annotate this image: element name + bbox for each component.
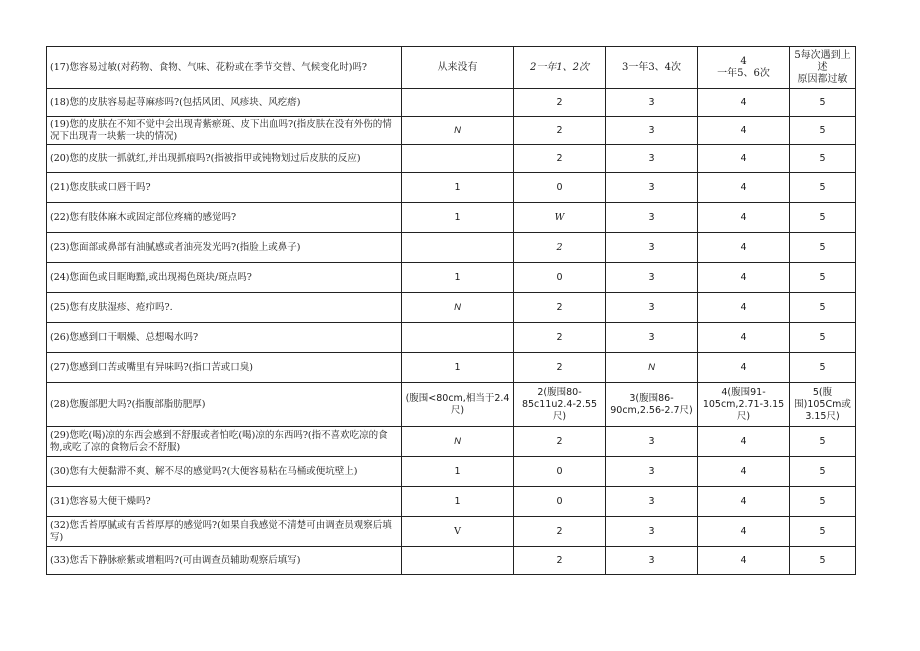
answer-cell: 4 bbox=[698, 323, 790, 353]
question-text: (24)您面色或目眶晦黯,或出现褐色斑块/斑点吗? bbox=[47, 263, 402, 293]
table-row bbox=[47, 487, 856, 517]
answer-cell: 5 bbox=[790, 353, 856, 383]
answer-cell: 2 bbox=[514, 517, 606, 547]
answer-cell: W bbox=[514, 203, 606, 233]
answer-cell: 3 bbox=[606, 263, 698, 293]
answer-cell bbox=[402, 323, 514, 353]
table-row bbox=[47, 517, 856, 547]
header-col-5-6-label: 一年5、6次 bbox=[717, 67, 770, 79]
answer-cell: 4 bbox=[698, 117, 790, 145]
header-col-5-6-times bbox=[698, 47, 790, 89]
table-row bbox=[47, 457, 856, 487]
answer-cell: 3 bbox=[606, 487, 698, 517]
question-text: (22)您有肢体麻木或固定部位疼痛的感觉吗? bbox=[47, 203, 402, 233]
answer-cell: 4 bbox=[698, 203, 790, 233]
answer-cell: 3 bbox=[606, 233, 698, 263]
answer-cell: 2 bbox=[514, 427, 606, 457]
header-col-5-6-number: 4 bbox=[740, 55, 747, 67]
answer-cell: 5 bbox=[790, 173, 856, 203]
question-text: (25)您有皮肤湿疹、疮疖吗?. bbox=[47, 293, 402, 323]
answer-cell: 0 bbox=[514, 457, 606, 487]
answer-cell: 5 bbox=[790, 263, 856, 293]
answer-cell: 2 bbox=[514, 353, 606, 383]
answer-cell: 5(腹围)105Cm或3.15尺) bbox=[790, 383, 856, 427]
question-text: (27)您感到口苦或嘴里有异味吗?(指口苦或口臭) bbox=[47, 353, 402, 383]
questionnaire-table bbox=[46, 46, 856, 575]
table-row bbox=[47, 89, 856, 117]
answer-cell: 4 bbox=[698, 353, 790, 383]
question-text: (32)您舌苔厚腻或有舌苔厚厚的感觉吗?(如果自我感觉不清楚可由调查员观察后填写) bbox=[47, 517, 402, 547]
header-col-never: 从来没有 bbox=[402, 47, 514, 89]
answer-cell: 5 bbox=[790, 233, 856, 263]
header-col-always-line1: 5每次遇到上述 bbox=[794, 49, 851, 73]
table-row bbox=[47, 117, 856, 145]
question-text: (26)您感到口干咽燥、总想喝水吗? bbox=[47, 323, 402, 353]
answer-cell: 1 bbox=[402, 203, 514, 233]
header-col-1-2-times: 2一年1、2次 bbox=[514, 47, 606, 89]
table-row bbox=[47, 263, 856, 293]
answer-cell: 1 bbox=[402, 353, 514, 383]
answer-cell: 2 bbox=[514, 293, 606, 323]
answer-cell: 5 bbox=[790, 293, 856, 323]
question-text: (21)您皮肤或口唇干吗? bbox=[47, 173, 402, 203]
answer-cell: 4 bbox=[698, 173, 790, 203]
table-row bbox=[47, 233, 856, 263]
table-row bbox=[47, 145, 856, 173]
answer-cell: 3 bbox=[606, 427, 698, 457]
header-col-always bbox=[790, 47, 856, 89]
answer-cell: 5 bbox=[790, 547, 856, 575]
answer-cell: 4 bbox=[698, 145, 790, 173]
answer-cell: 3 bbox=[606, 145, 698, 173]
answer-cell: 3 bbox=[606, 293, 698, 323]
answer-cell: 2 bbox=[514, 323, 606, 353]
answer-cell: N bbox=[402, 117, 514, 145]
answer-cell: 4(腹围91-105cm,2.71-3.15尺) bbox=[698, 383, 790, 427]
answer-cell: 3 bbox=[606, 517, 698, 547]
answer-cell: 4 bbox=[698, 427, 790, 457]
header-row bbox=[47, 47, 856, 89]
answer-cell: 4 bbox=[698, 457, 790, 487]
answer-cell: 5 bbox=[790, 145, 856, 173]
answer-cell: 1 bbox=[402, 487, 514, 517]
table-row bbox=[47, 353, 856, 383]
answer-cell: 5 bbox=[790, 487, 856, 517]
answer-cell: 1 bbox=[402, 263, 514, 293]
answer-cell: 5 bbox=[790, 89, 856, 117]
table-row bbox=[47, 323, 856, 353]
answer-cell bbox=[402, 89, 514, 117]
answer-cell: 3(腹围86-90cm,2.56-2.7尺) bbox=[606, 383, 698, 427]
question-text: (20)您的皮肤一抓就红,并出现抓痕吗?(指被指甲或钝物划过后皮肤的反应) bbox=[47, 145, 402, 173]
answer-cell: 3 bbox=[606, 173, 698, 203]
answer-cell: 1 bbox=[402, 173, 514, 203]
answer-cell: 2 bbox=[514, 547, 606, 575]
question-text: (29)您吃(喝)凉的东西会感到不舒服或者怕吃(喝)凉的东西吗?(指不喜欢吃凉的食物,或吃了凉的食物后会不舒服) bbox=[47, 427, 402, 457]
table-row bbox=[47, 203, 856, 233]
answer-cell: 3 bbox=[606, 203, 698, 233]
answer-cell: 5 bbox=[790, 457, 856, 487]
header-col-3-4-times: 3一年3、4次 bbox=[606, 47, 698, 89]
answer-cell: 3 bbox=[606, 117, 698, 145]
answer-cell: 4 bbox=[698, 89, 790, 117]
answer-cell: 4 bbox=[698, 233, 790, 263]
question-text: (31)您容易大便干燥吗? bbox=[47, 487, 402, 517]
table-row bbox=[47, 173, 856, 203]
header-col-always-line2: 原因都过敏 bbox=[797, 73, 848, 85]
answer-cell: N bbox=[402, 427, 514, 457]
table-row bbox=[47, 293, 856, 323]
answer-cell bbox=[402, 233, 514, 263]
answer-cell: 4 bbox=[698, 293, 790, 323]
answer-cell: (腹围<80cm,相当于2.4尺) bbox=[402, 383, 514, 427]
answer-cell bbox=[402, 547, 514, 575]
answer-cell: 1 bbox=[402, 457, 514, 487]
answer-cell: 4 bbox=[698, 263, 790, 293]
answer-cell: 3 bbox=[606, 457, 698, 487]
question-text: (23)您面部或鼻部有油腻感或者油亮发光吗?(指脸上或鼻子) bbox=[47, 233, 402, 263]
question-17: (17)您容易过敏(对药物、食物、气味、花粉或在季节交替、气候变化时)吗? bbox=[47, 47, 402, 89]
answer-cell: 4 bbox=[698, 547, 790, 575]
answer-cell: 2 bbox=[514, 233, 606, 263]
question-text: (33)您舌下静脉瘀紫或增粗吗?(可由调查员辅助观察后填写) bbox=[47, 547, 402, 575]
answer-cell: 2 bbox=[514, 117, 606, 145]
answer-cell: 5 bbox=[790, 203, 856, 233]
answer-cell: N bbox=[402, 293, 514, 323]
answer-cell: V bbox=[402, 517, 514, 547]
question-text: (30)您有大便黏滞不爽、解不尽的感觉吗?(大便容易粘在马桶或便坑壁上) bbox=[47, 457, 402, 487]
question-text: (18)您的皮肤容易起荨麻疹吗?(包括风团、风疹块、风疙瘩) bbox=[47, 89, 402, 117]
answer-cell: 5 bbox=[790, 517, 856, 547]
answer-cell: 3 bbox=[606, 89, 698, 117]
answer-cell: 2(腹围80-85c11u2.4-2.55尺) bbox=[514, 383, 606, 427]
answer-cell bbox=[402, 145, 514, 173]
answer-cell: N bbox=[606, 353, 698, 383]
answer-cell: 3 bbox=[606, 547, 698, 575]
answer-cell: 5 bbox=[790, 323, 856, 353]
table-row bbox=[47, 427, 856, 457]
answer-cell: 0 bbox=[514, 487, 606, 517]
answer-cell: 3 bbox=[606, 323, 698, 353]
question-text: (19)您的皮肤在不知不觉中会出现青紫瘀斑、皮下出血吗?(指皮肤在没有外伤的情况下出现青一块紫一块的情况) bbox=[47, 117, 402, 145]
answer-cell: 5 bbox=[790, 117, 856, 145]
answer-cell: 0 bbox=[514, 263, 606, 293]
answer-cell: 4 bbox=[698, 487, 790, 517]
answer-cell: 4 bbox=[698, 517, 790, 547]
answer-cell: 5 bbox=[790, 427, 856, 457]
answer-cell: 2 bbox=[514, 145, 606, 173]
table-row bbox=[47, 547, 856, 575]
answer-cell: 2 bbox=[514, 89, 606, 117]
question-text: (28)您腹部肥大吗?(指腹部脂肪肥厚) bbox=[47, 383, 402, 427]
answer-cell: 0 bbox=[514, 173, 606, 203]
table-row bbox=[47, 383, 856, 427]
